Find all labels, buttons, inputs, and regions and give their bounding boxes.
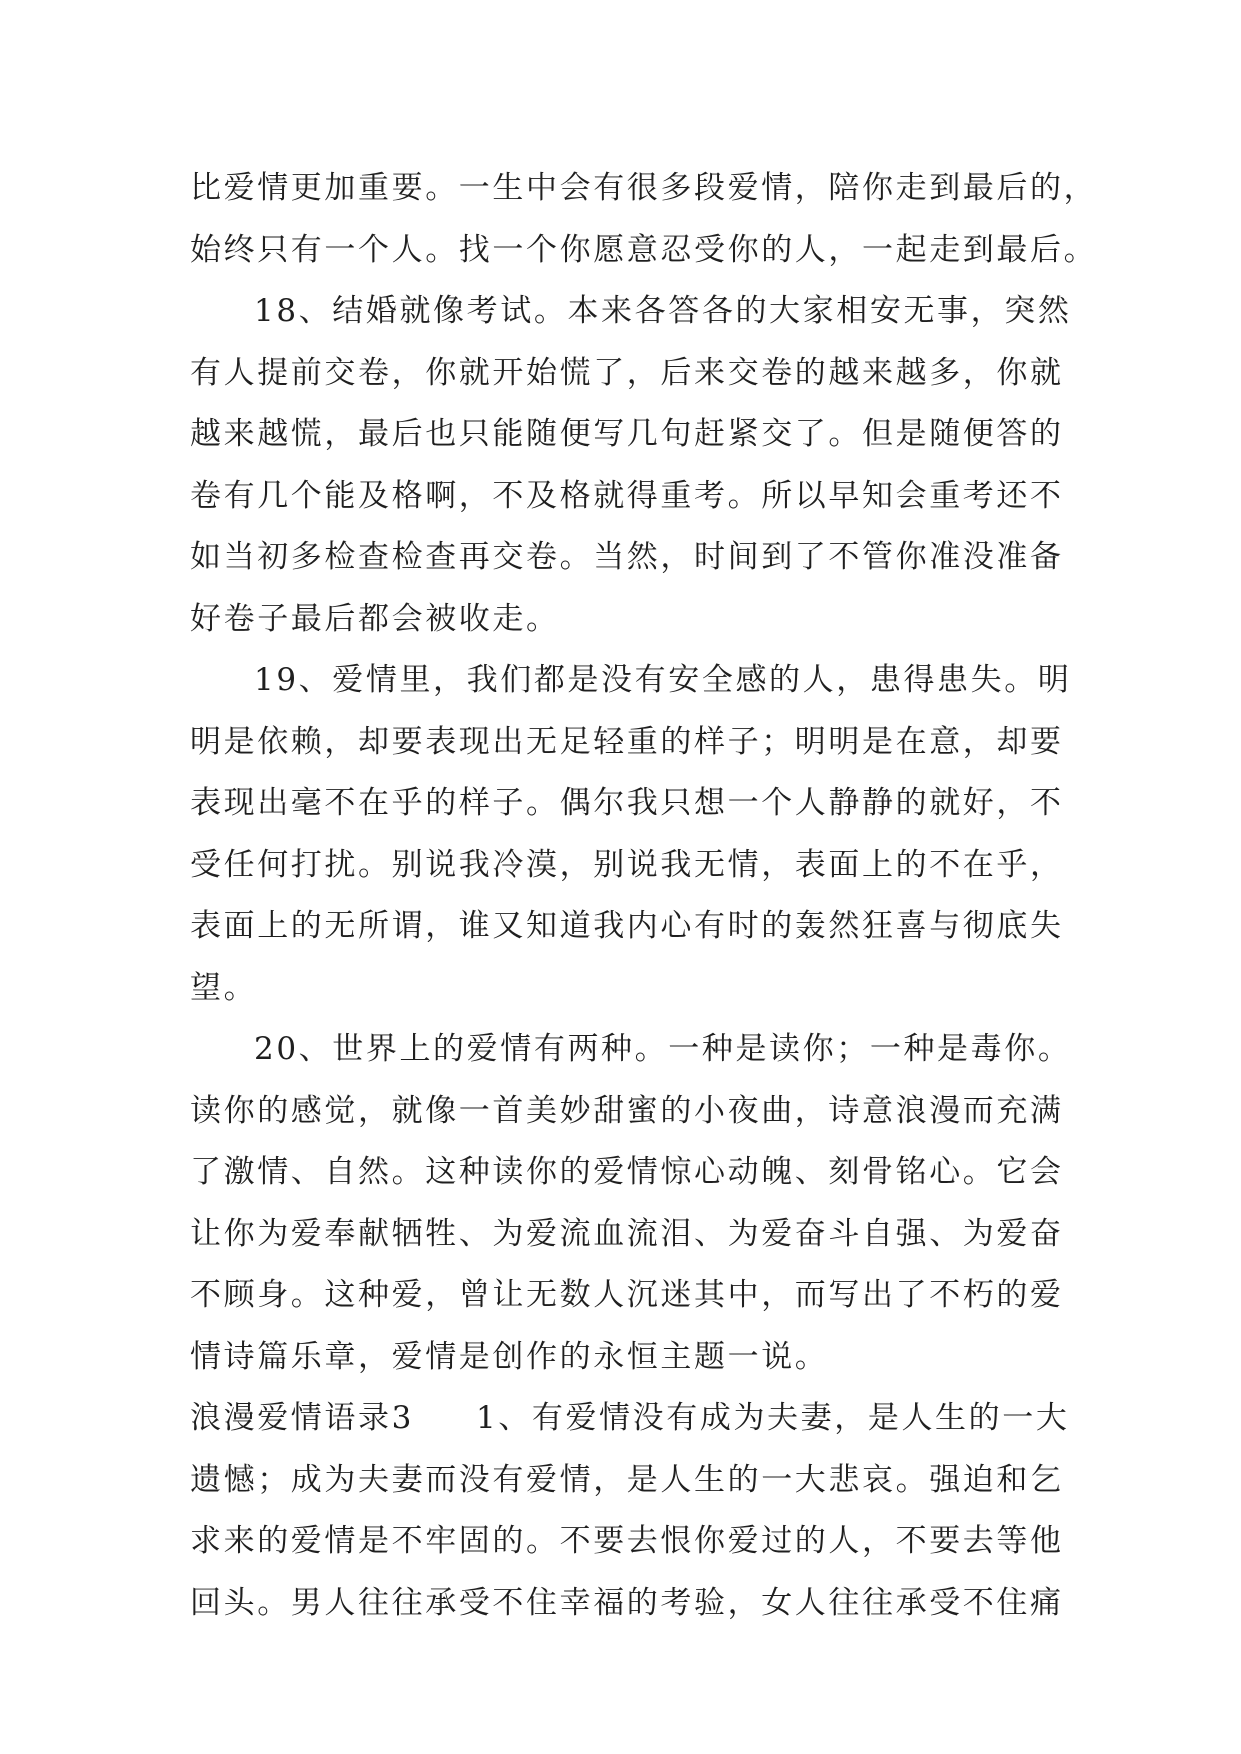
text-line: 不顾身。这种爱，曾让无数人沉迷其中，而写出了不朽的爱: [190, 1277, 1064, 1313]
text-line: 比爱情更加重要。一生中会有很多段爱情，陪你走到最后的，: [190, 170, 1098, 206]
body-text: [190, 158, 1098, 1634]
text-line: 表现出毫不在乎的样子。偶尔我只想一个人静静的就好，不: [190, 785, 1064, 821]
paragraph-start-18: 18、结婚就像考试。本来各答各的大家相安无事，突然: [254, 293, 1072, 329]
text-line: 明是依赖，却要表现出无足轻重的样子；明明是在意，却要: [190, 723, 1064, 760]
text-line: 好卷子最后都会被收走。: [190, 600, 560, 637]
section-title: 浪漫爱情语录3: [190, 1400, 414, 1436]
text-line: 情诗篇乐章，爱情是创作的永恒主题一说。: [190, 1338, 829, 1375]
text-line: 回头。男人往往承受不住幸福的考验，女人往往承受不住痛: [190, 1584, 1064, 1621]
text-line: 遗憾；成为夫妻而没有爱情，是人生的一大悲哀。强迫和乞: [190, 1461, 1064, 1498]
text-line: 如当初多检查检查再交卷。当然，时间到了不管你准没准备: [190, 539, 1064, 575]
text-line: 了激情、自然。这种读你的爱情惊心动魄、刻骨铭心。它会: [190, 1154, 1064, 1190]
text-line: 望。: [190, 969, 258, 1006]
text-line: 让你为爱奉献牺牲、为爱流血流泪、为爱奋斗自强、为爱奋: [190, 1215, 1064, 1252]
text-line: 越来越慌，最后也只能随便写几句赶紧交了。但是随便答的: [190, 416, 1064, 452]
section-heading-line: [190, 1388, 1070, 1450]
text-line: 始终只有一个人。找一个你愿意忍受你的人，一起走到最后。: [190, 231, 1098, 268]
text-line: 表面上的无所谓，谁又知道我内心有时的轰然狂喜与彻底失: [190, 908, 1064, 944]
text-line: 有人提前交卷，你就开始慌了，后来交卷的越来越多，你就: [190, 354, 1064, 391]
section-first-line: 1、有爱情没有成为夫妻，是人生的一大: [475, 1400, 1070, 1436]
paragraph-start-20: 20、世界上的爱情有两种。一种是读你；一种是毒你。: [254, 1031, 1072, 1067]
text-line: 求来的爱情是不牢固的。不要去恨你爱过的人，不要去等他: [190, 1523, 1064, 1559]
text-line: 卷有几个能及格啊，不及格就得重考。所以早知会重考还不: [190, 477, 1064, 514]
paragraph-start-19: 19、爱情里，我们都是没有安全感的人，患得患失。明: [254, 662, 1072, 698]
text-line: 受任何打扰。别说我冷漠，别说我无情，表面上的不在乎，: [190, 846, 1064, 883]
text-line: 读你的感觉，就像一首美妙甜蜜的小夜曲，诗意浪漫而充满: [190, 1092, 1064, 1129]
